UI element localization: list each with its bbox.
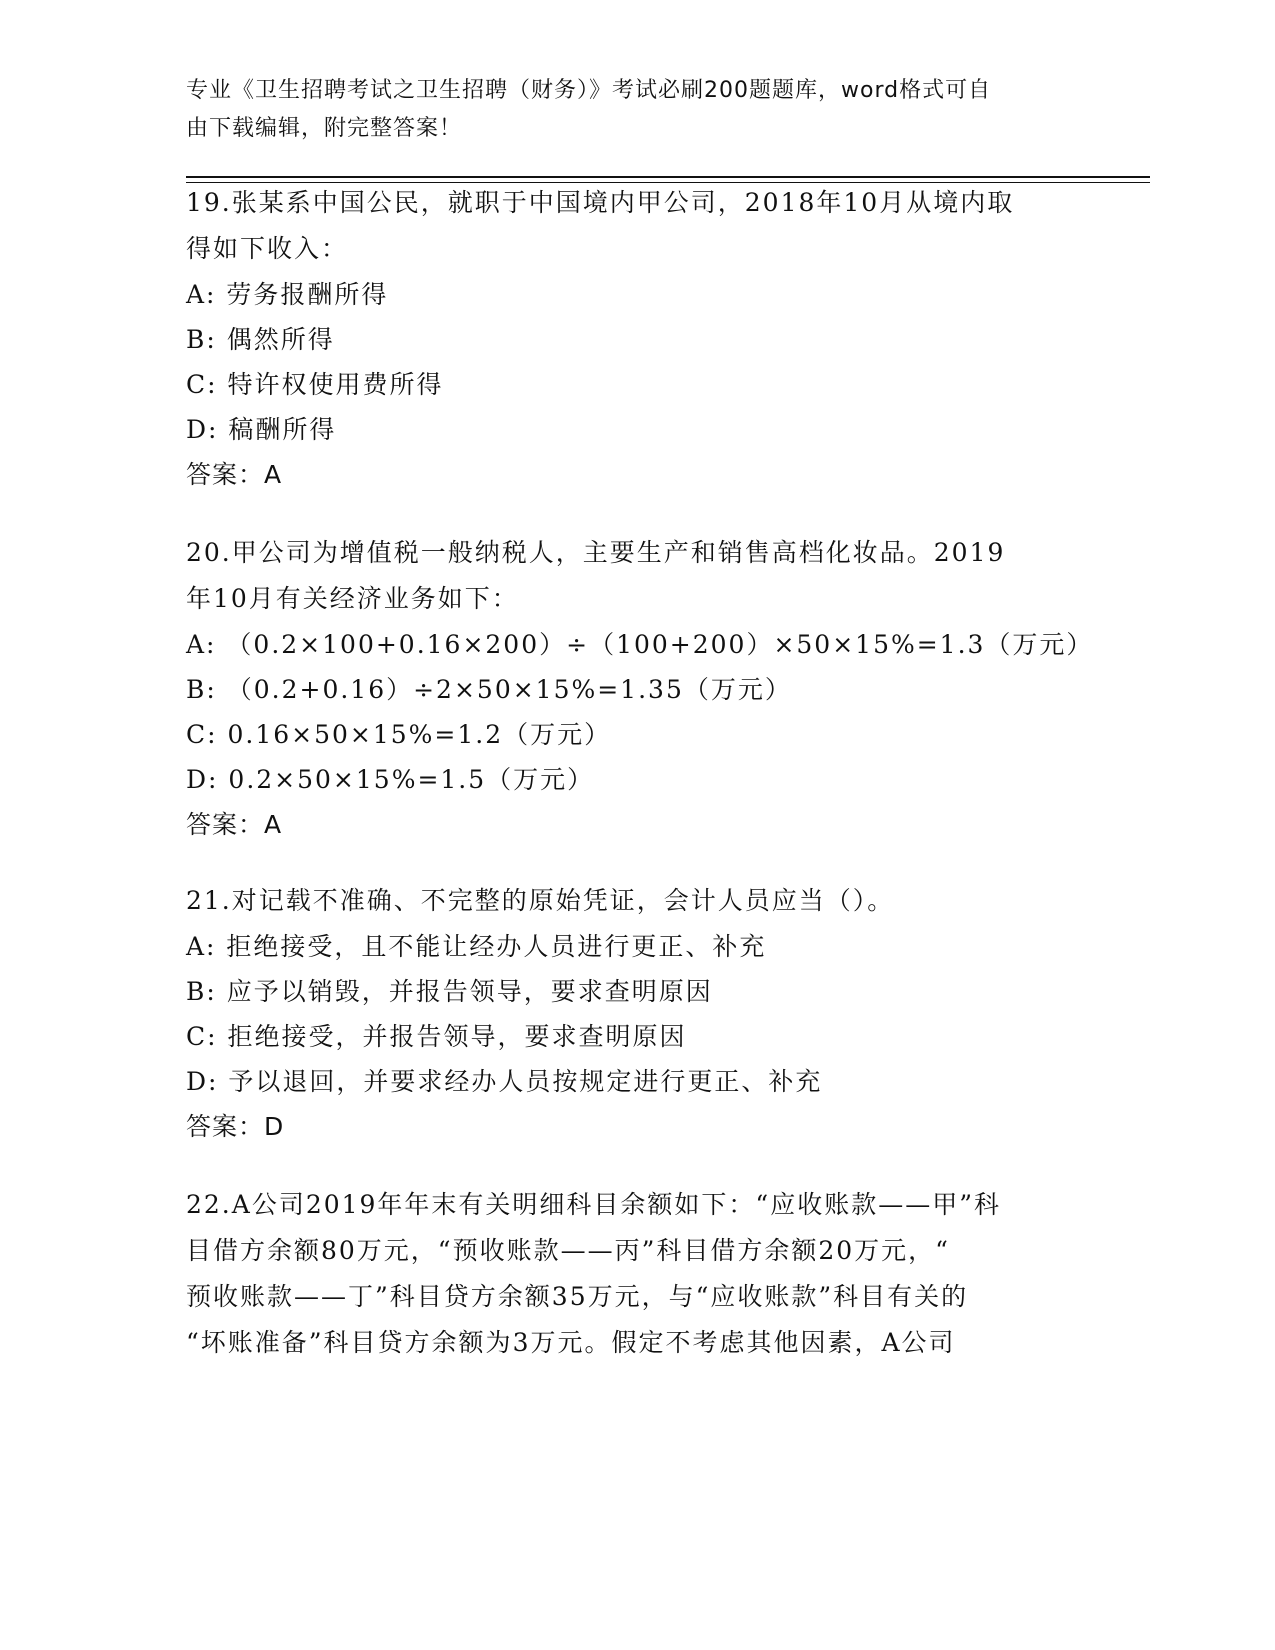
option-b: B: （0.2+0.16）÷2×50×15%=1.35（万元） [186,675,792,704]
question-stem [186,180,1086,272]
question-stem [186,1182,1086,1366]
header-line-1: 专业《卫生招聘考试之卫生招聘（财务）》考试必刷200题题库，word格式可自 [186,78,992,103]
option-d: D: 予以退回，并要求经办人员按规定进行更正、补充 [186,1067,823,1096]
option-c: C: 0.16×50×15%=1.2（万元） [186,720,612,749]
stem-line: 得如下收入： [186,234,349,263]
document-header [186,72,1066,148]
answer: 答案：D [186,1112,285,1141]
option-d: D: 稿酬所得 [186,415,337,444]
stem-line: 目借方余额80万元，“预收账款——丙”科目借方余额20万元，“ [186,1236,950,1265]
option-a: A: （0.2×100+0.16×200）÷（100+200）×50×15%=1.3（万元） [186,630,1094,659]
answer: 答案：A [186,810,283,839]
stem-line: 年10月有关经济业务如下： [186,584,519,613]
answer: 答案：A [186,460,283,489]
question-19 [186,180,1086,497]
question-22 [186,1182,1086,1366]
option-a: A: 拒绝接受，且不能让经办人员进行更正、补充 [186,932,767,961]
question-stem [186,530,1086,622]
stem-line: 预收账款——丁”科目贷方余额35万元，与“应收账款”科目有关的 [186,1282,969,1311]
stem-line: 19.张某系中国公民，就职于中国境内甲公司，2018年10月从境内取 [186,188,1015,217]
stem-line: 21.对记载不准确、不完整的原始凭证，会计人员应当（）。 [186,886,895,915]
stem-line: 22.A公司2019年年末有关明细科目余额如下：“应收账款——甲”科 [186,1190,1001,1219]
stem-line: “坏账准备”科目贷方余额为3万元。假定不考虑其他因素，A公司 [186,1328,956,1357]
option-a: A: 劳务报酬所得 [186,280,389,309]
question-20 [186,530,1094,847]
option-d: D: 0.2×50×15%=1.5（万元） [186,765,595,794]
option-c: C: 拒绝接受，并报告领导，要求查明原因 [186,1022,687,1051]
option-b: B: 应予以销毁，并报告领导，要求查明原因 [186,977,713,1006]
stem-line: 20.甲公司为增值税一般纳税人，主要生产和销售高档化妆品。2019 [186,538,1006,567]
option-b: B: 偶然所得 [186,325,335,354]
question-21 [186,878,1086,1149]
header-rule-thick [186,176,1150,178]
question-stem [186,878,1086,924]
header-line-2: 由下载编辑，附完整答案！ [186,116,463,141]
option-c: C: 特许权使用费所得 [186,370,444,399]
